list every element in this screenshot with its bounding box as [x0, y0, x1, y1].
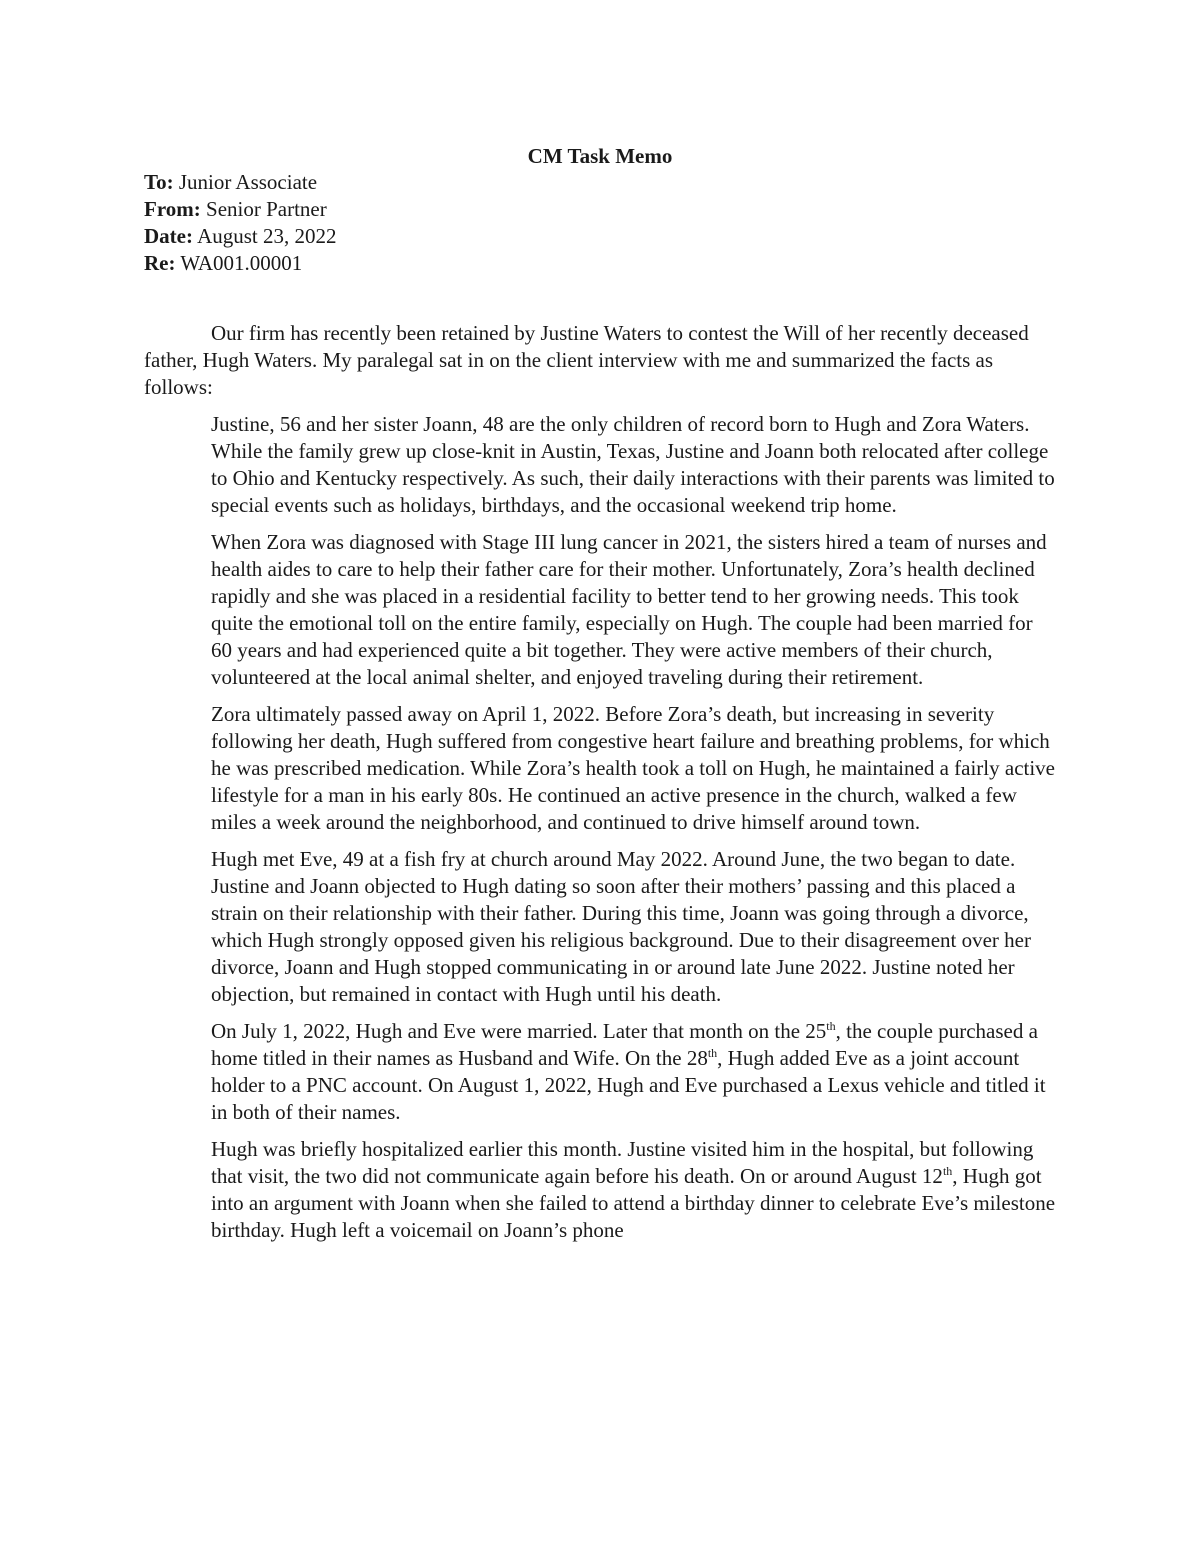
- memo-body: [144, 320, 1058, 1254]
- header-to-value: Junior Associate: [178, 170, 318, 194]
- ordinal-suffix: th: [942, 1164, 953, 1178]
- fact-paragraph: [211, 411, 1058, 519]
- header-from: [144, 196, 1056, 223]
- fact-paragraph: [211, 1018, 1058, 1126]
- ordinal-suffix: th: [707, 1046, 718, 1060]
- fact-paragraph: [211, 846, 1058, 1008]
- facts-section: [211, 411, 1058, 1244]
- fact-text: , Hugh got into an argument with Joann when she failed to attend a birthday dinner to celebrate Eve’s milestone birthday. Hugh left a voicemail on Joann’s phone: [211, 1164, 1056, 1242]
- fact-text: On July 1, 2022, Hugh and Eve were married. Later that month on the 25: [211, 1019, 827, 1043]
- fact-text: , the couple purchased a home titled in their names as Husband and Wife. On the 28: [211, 1019, 1038, 1070]
- fact-text: When Zora was diagnosed with Stage III lung cancer in 2021, the sisters hired a team of nurses and health aides to care to help their father care for their mother. Unfortunately, Zora’s health declined rapidly and she was placed in a residential facility to better tend to her growing needs. This took quite the emotional toll on the entire family, especially on Hugh. The couple had been married for 60 years and had experienced quite a bit together. They were active members of their church, volunteered at the local animal shelter, and enjoyed traveling during their retirement.: [211, 530, 1047, 689]
- fact-text: Hugh met Eve, 49 at a fish fry at church around May 2022. Around June, the two began to date. Justine and Joann objected to Hugh dating so soon after their mothers’ passing and this placed a strain on their relationship with their father. During this time, Joann was going through a divorce, which Hugh strongly opposed given his religious background. Due to their disagreement over her divorce, Joann and Hugh stopped communicating in or around late June 2022. Justine noted her objection, but remained in contact with Hugh until his death.: [211, 847, 1031, 1006]
- memo-title: CM Task Memo: [527, 144, 673, 168]
- fact-text: Justine, 56 and her sister Joann, 48 are the only children of record born to Hugh and Zora Waters. While the family grew up close-knit in Austin, Texas, Justine and Joann both relocated after college to Ohio and Kentucky respectively. As such, their daily interactions with their parents was limited to special events such as holidays, birthdays, and the occasional weekend trip home.: [211, 412, 1055, 517]
- ordinal-suffix: th: [826, 1019, 836, 1033]
- header-to-label: To:: [144, 170, 174, 194]
- header-from-value: Senior Partner: [206, 197, 327, 221]
- header-date-value: August 23, 2022: [197, 224, 337, 248]
- fact-paragraph: [211, 701, 1058, 836]
- header-from-label: From:: [144, 197, 201, 221]
- header-date-label: Date:: [144, 224, 193, 248]
- header-re-label: Re:: [144, 251, 176, 275]
- fact-paragraph: [211, 1136, 1058, 1244]
- header-re-value: WA001.00001: [180, 251, 303, 275]
- header-date: [144, 223, 1056, 250]
- header-to: [144, 169, 1056, 196]
- fact-text: , Hugh added Eve as a joint account holder to a PNC account. On August 1, 2022, Hugh and Eve purchased a Lexus vehicle and titled it in both of their names.: [211, 1046, 1046, 1124]
- header-re: [144, 250, 1056, 277]
- intro-paragraph: Our firm has recently been retained by Justine Waters to contest the Will of her recently deceased father, Hugh Waters. My paralegal sat in on the client interview with me and summarized the facts as follows:: [144, 321, 1029, 399]
- memo-header: [144, 169, 1056, 277]
- fact-text: Hugh was briefly hospitalized earlier this month. Justine visited him in the hospital, but following that visit, the two did not communicate again before his death. On or around August 12: [211, 1137, 1034, 1188]
- fact-paragraph: [211, 529, 1058, 691]
- fact-text: Zora ultimately passed away on April 1, 2022. Before Zora’s death, but increasing in severity following her death, Hugh suffered from congestive heart failure and breathing problems, for which he was prescribed medication. While Zora’s health took a toll on Hugh, he maintained a fairly active lifestyle for a man in his early 80s. He continued an active presence in the church, walked a few miles a week around the neighborhood, and continued to drive himself around town.: [211, 702, 1055, 834]
